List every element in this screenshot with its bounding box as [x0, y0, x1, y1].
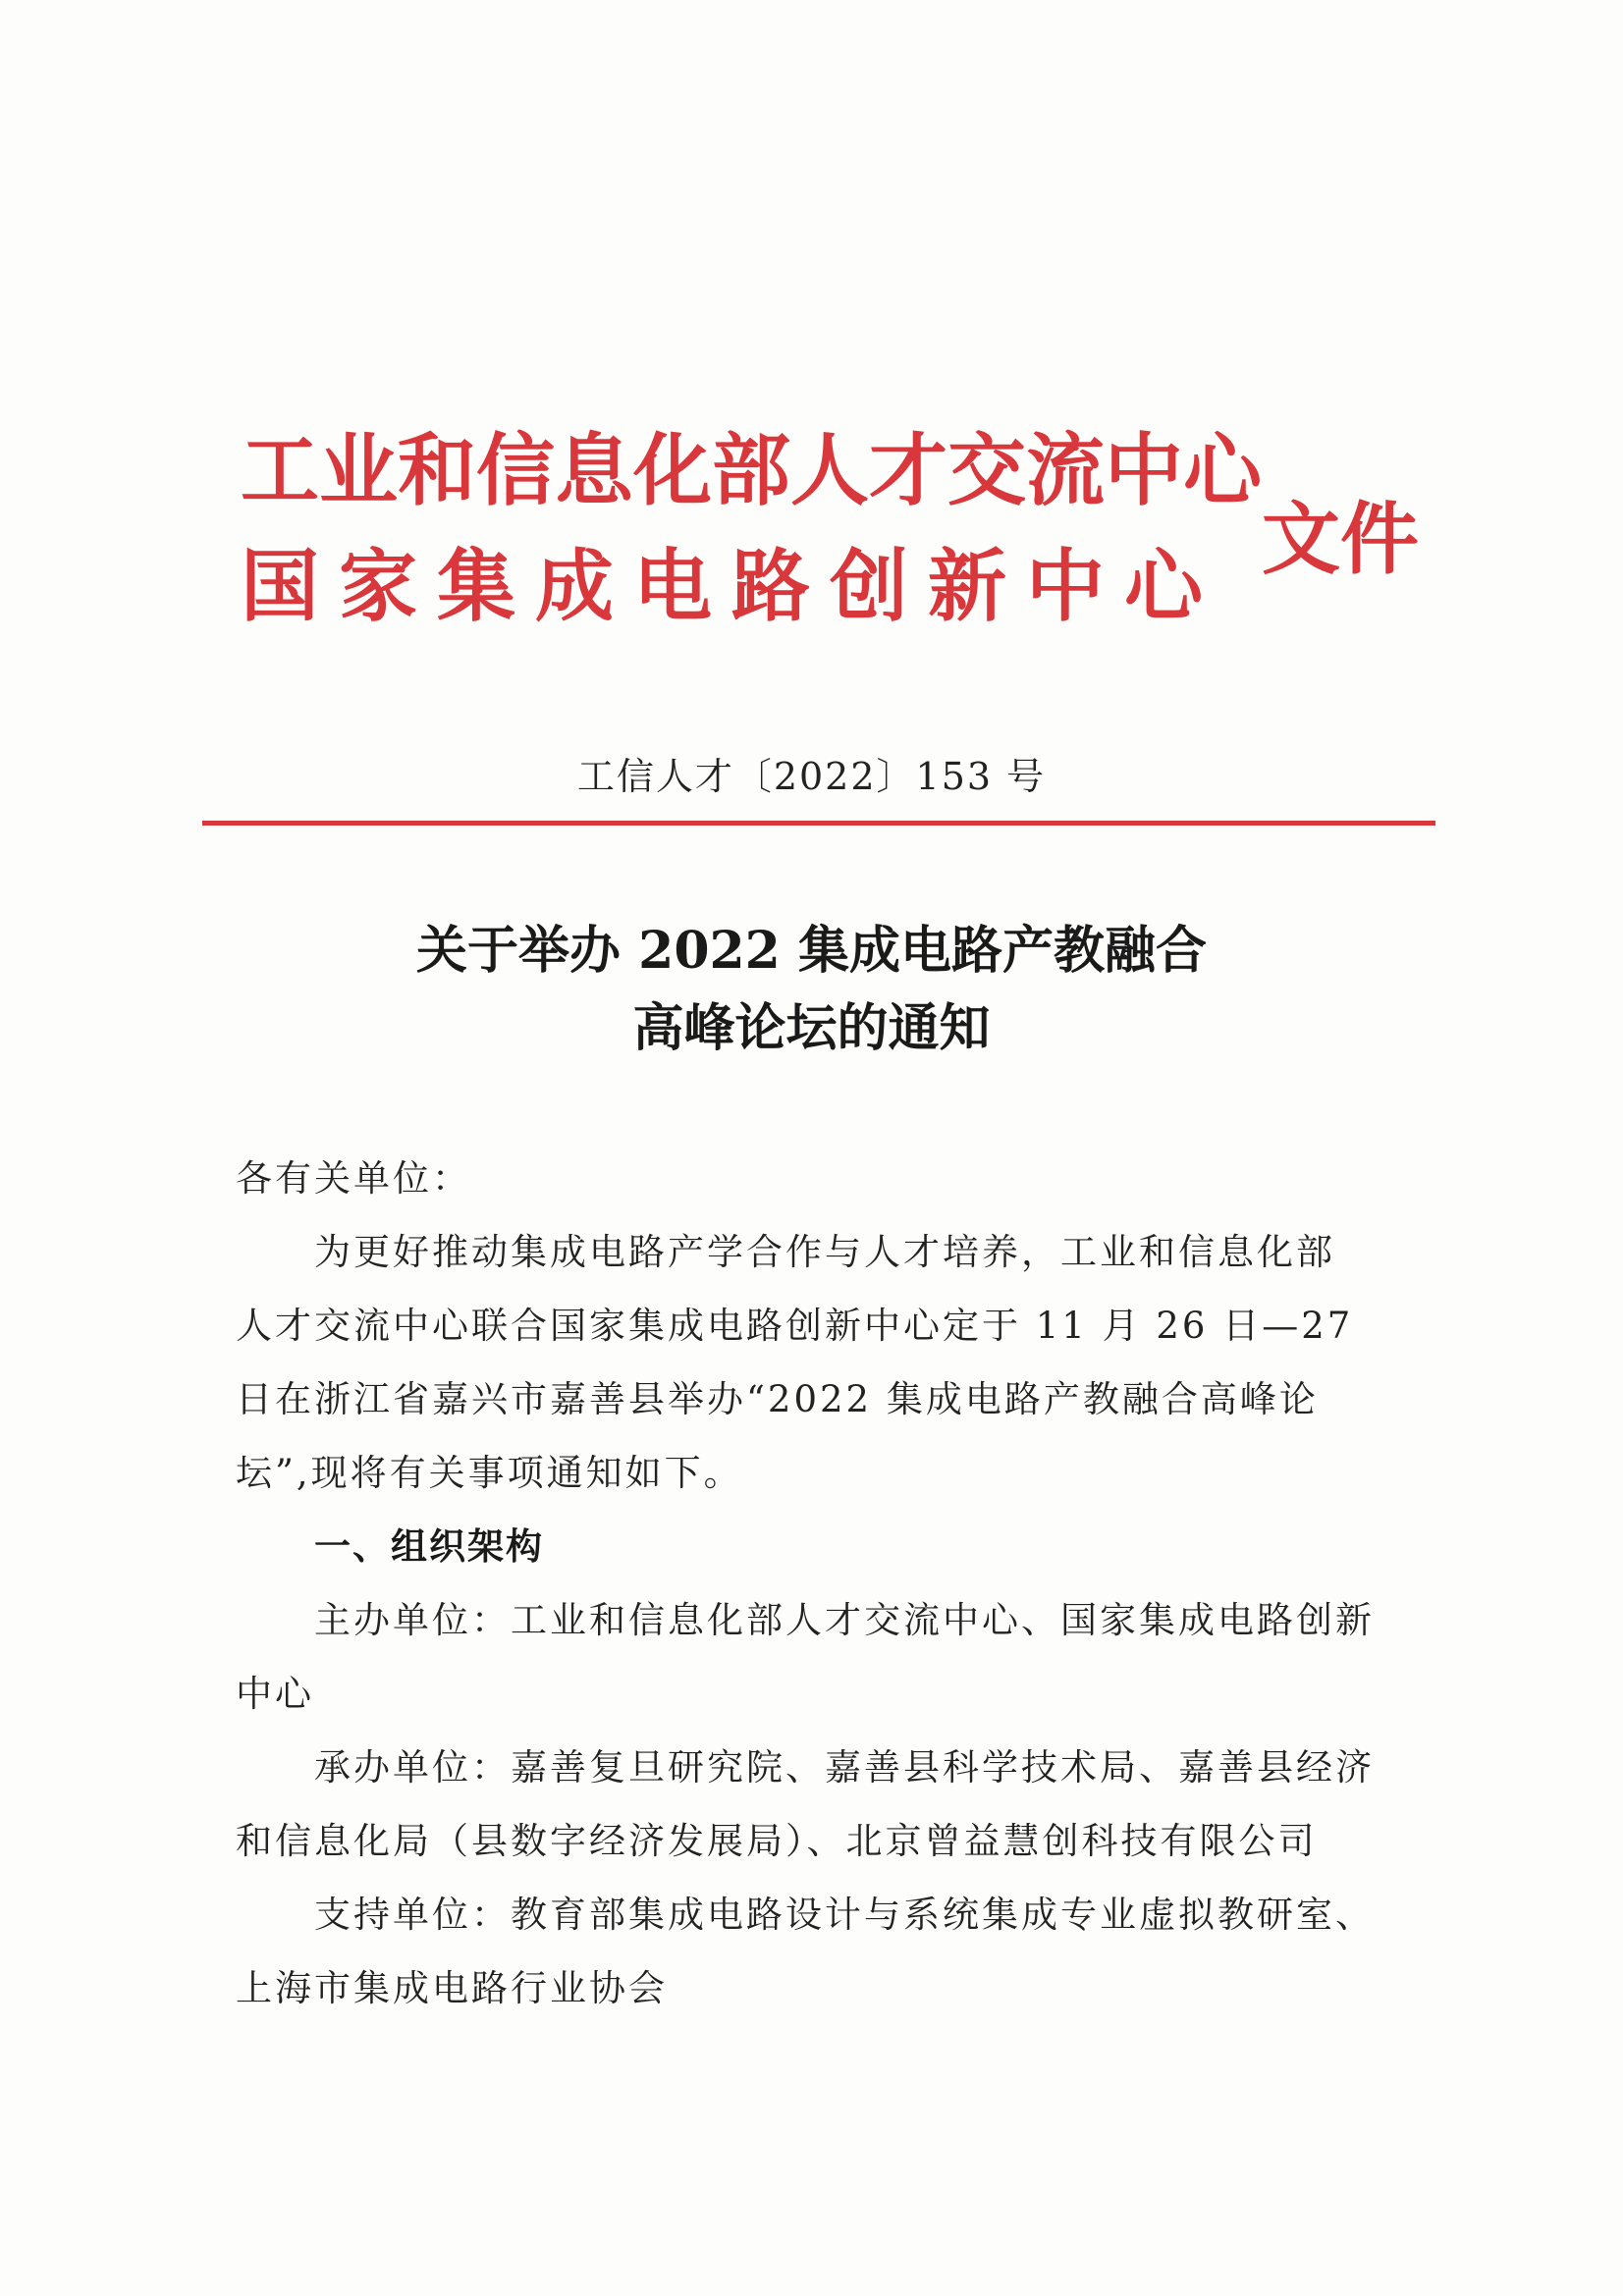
host-units-line: 中心: [236, 1673, 314, 1715]
section-heading-organization: 一、组织架构: [314, 1525, 544, 1568]
host-units-line: 主办单位：工业和信息化部人才交流中心、国家集成电路创新: [314, 1599, 1375, 1641]
paragraph-1-line: 日在浙江省嘉兴市嘉善县举办“2022 集成电路产教融合高峰论: [236, 1378, 1319, 1420]
support-units-line: 支持单位：教育部集成电路设计与系统集成专业虚拟教研室、: [314, 1894, 1375, 1936]
issuer-name-2: 国家集成电路创新中心: [241, 540, 1222, 632]
issuer-header: [241, 398, 1448, 638]
document-title-line-1: 关于举办 2022 集成电路产教融合: [416, 921, 1207, 981]
red-separator-line: [202, 821, 1435, 826]
document-number: 工信人才〔2022〕153 号: [576, 755, 1047, 798]
salutation: 各有关单位：: [236, 1157, 471, 1200]
paragraph-1-line: 坛”,现将有关事项通知如下。: [236, 1452, 743, 1494]
issuer-name-1: 工业和信息化部人才交流中心: [241, 424, 1262, 516]
paragraph-1-line: 人才交流中心联合国家集成电路创新中心定于 11 月 26 日—27: [236, 1305, 1354, 1347]
paragraph-1-line: 为更好推动集成电路产学合作与人才培养，工业和信息化部: [314, 1231, 1335, 1273]
organizer-units-line: 和信息化局（县数字经济发展局）、北京曾益慧创科技有限公司: [236, 1820, 1318, 1862]
organizer-units-line: 承办单位：嘉善复旦研究院、嘉善县科学技术局、嘉善县经济: [314, 1746, 1375, 1789]
issuer-suffix: 文件: [1262, 493, 1419, 585]
document-title-line-2: 高峰论坛的通知: [632, 998, 991, 1058]
support-units-line: 上海市集成电路行业协会: [236, 1967, 668, 2009]
